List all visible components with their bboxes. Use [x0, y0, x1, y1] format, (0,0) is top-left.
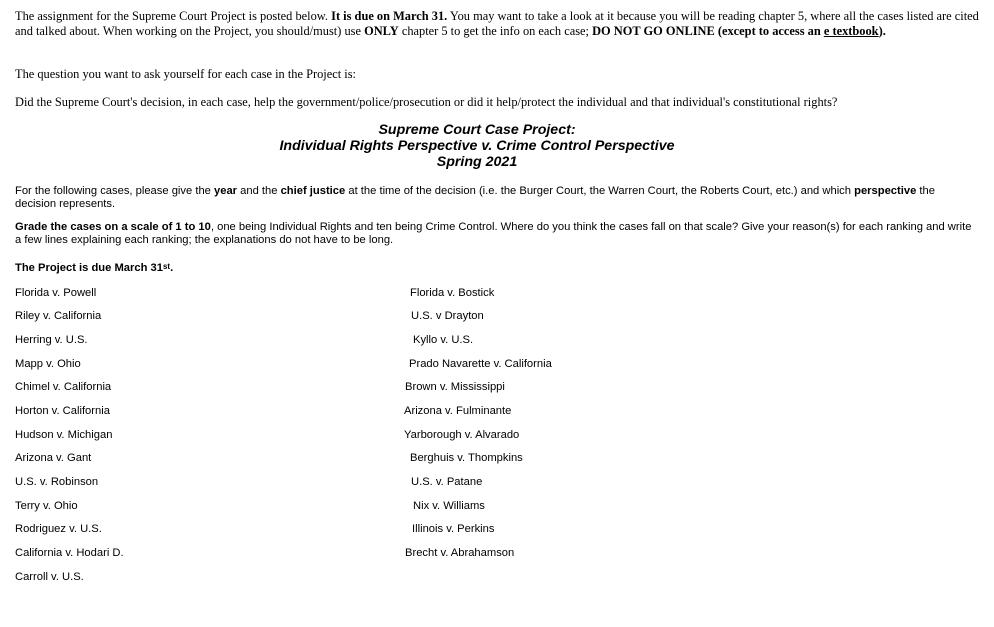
grading-bold: Grade the cases on a scale of 1 to 10	[15, 221, 211, 233]
case-item: California v. Hodari D.	[15, 547, 124, 559]
intro-text: You may want to take a look at it because you will be reading chapter 5, where all the cases listed are cited and talked about. When working on the Project, you should/must) use	[15, 9, 979, 38]
due-sup: st	[162, 262, 171, 271]
instr-bold: year	[214, 185, 238, 197]
intro-text: chapter 5 to get the info on each case;	[398, 24, 593, 38]
case-item: U.S. v Drayton	[411, 310, 484, 322]
grading-text: , one being Individual Rights and ten being Crime Control. Where do you think the cases fall on that scale? Give your reason(s) for each ranking and write a few lines explaining each ranking; the explanations do not have to be long.	[15, 221, 972, 246]
instr-text: and the	[237, 185, 281, 197]
case-item: U.S. v. Robinson	[15, 476, 99, 488]
case-item: Herring v. U.S.	[15, 334, 88, 346]
warning-end: ).	[878, 24, 886, 38]
only-bold: ONLY	[364, 24, 399, 38]
case-item: Carroll v. U.S.	[15, 571, 84, 583]
due-date-line	[15, 262, 173, 274]
warning-bold: DO NOT GO ONLINE (except to access an	[592, 24, 824, 38]
case-item: Brecht v. Abrahamson	[405, 547, 515, 559]
case-item: Rodriguez v. U.S.	[15, 523, 102, 535]
case-item: Nix v. Williams	[413, 500, 485, 512]
instr-bold: chief justice	[280, 185, 346, 197]
case-item: Mapp v. Ohio	[15, 358, 81, 370]
due-end: .	[170, 262, 174, 274]
case-item: Kyllo v. U.S.	[413, 334, 474, 346]
instr-text: For the following cases, please give the	[15, 185, 214, 197]
project-title: Supreme Court Case Project:	[378, 122, 576, 138]
instr-text: at the time of the decision (i.e. the Burger Court, the Warren Court, the Roberts Court, etc.) and which	[345, 185, 855, 197]
case-item: Berghuis v. Thompkins	[410, 452, 523, 464]
case-item: U.S. v. Patane	[411, 476, 483, 488]
due-date-bold: It is due on March 31.	[331, 9, 448, 23]
grading-paragraph	[15, 221, 975, 247]
case-item: Prado Navarette v. California	[409, 358, 552, 370]
case-item: Horton v. California	[15, 405, 110, 417]
case-item: Yarborough v. Alvarado	[404, 429, 520, 441]
instructions-paragraph	[15, 185, 975, 211]
due-text: The Project is due March 31	[15, 262, 163, 274]
case-item: Riley v. California	[15, 310, 102, 322]
etextbook-link[interactable]: e textbook	[823, 24, 879, 38]
case-item: Arizona v. Fulminante	[404, 405, 512, 417]
case-item: Terry v. Ohio	[15, 500, 78, 512]
case-item: Chimel v. California	[15, 381, 112, 393]
project-subtitle: Individual Rights Perspective v. Crime Control Perspective	[279, 138, 675, 154]
case-item: Illinois v. Perkins	[412, 523, 495, 535]
question-text: Did the Supreme Court's decision, in each case, help the government/police/prosecution or did it help/protect the individual and that individual's constitutional rights?	[15, 95, 838, 109]
question-intro: The question you want to ask yourself for each case in the Project is:	[15, 67, 356, 81]
intro-paragraph	[15, 9, 980, 39]
instr-bold: perspective	[854, 185, 917, 197]
case-item: Hudson v. Michigan	[15, 429, 113, 441]
case-item: Florida v. Bostick	[410, 287, 495, 299]
intro-text: The assignment for the Supreme Court Project is posted below.	[15, 9, 332, 23]
case-item: Brown v. Mississippi	[405, 381, 505, 393]
project-term: Spring 2021	[436, 154, 518, 170]
case-item: Arizona v. Gant	[15, 452, 92, 464]
instr-text: the decision represents.	[15, 185, 935, 210]
case-item: Florida v. Powell	[15, 287, 97, 299]
